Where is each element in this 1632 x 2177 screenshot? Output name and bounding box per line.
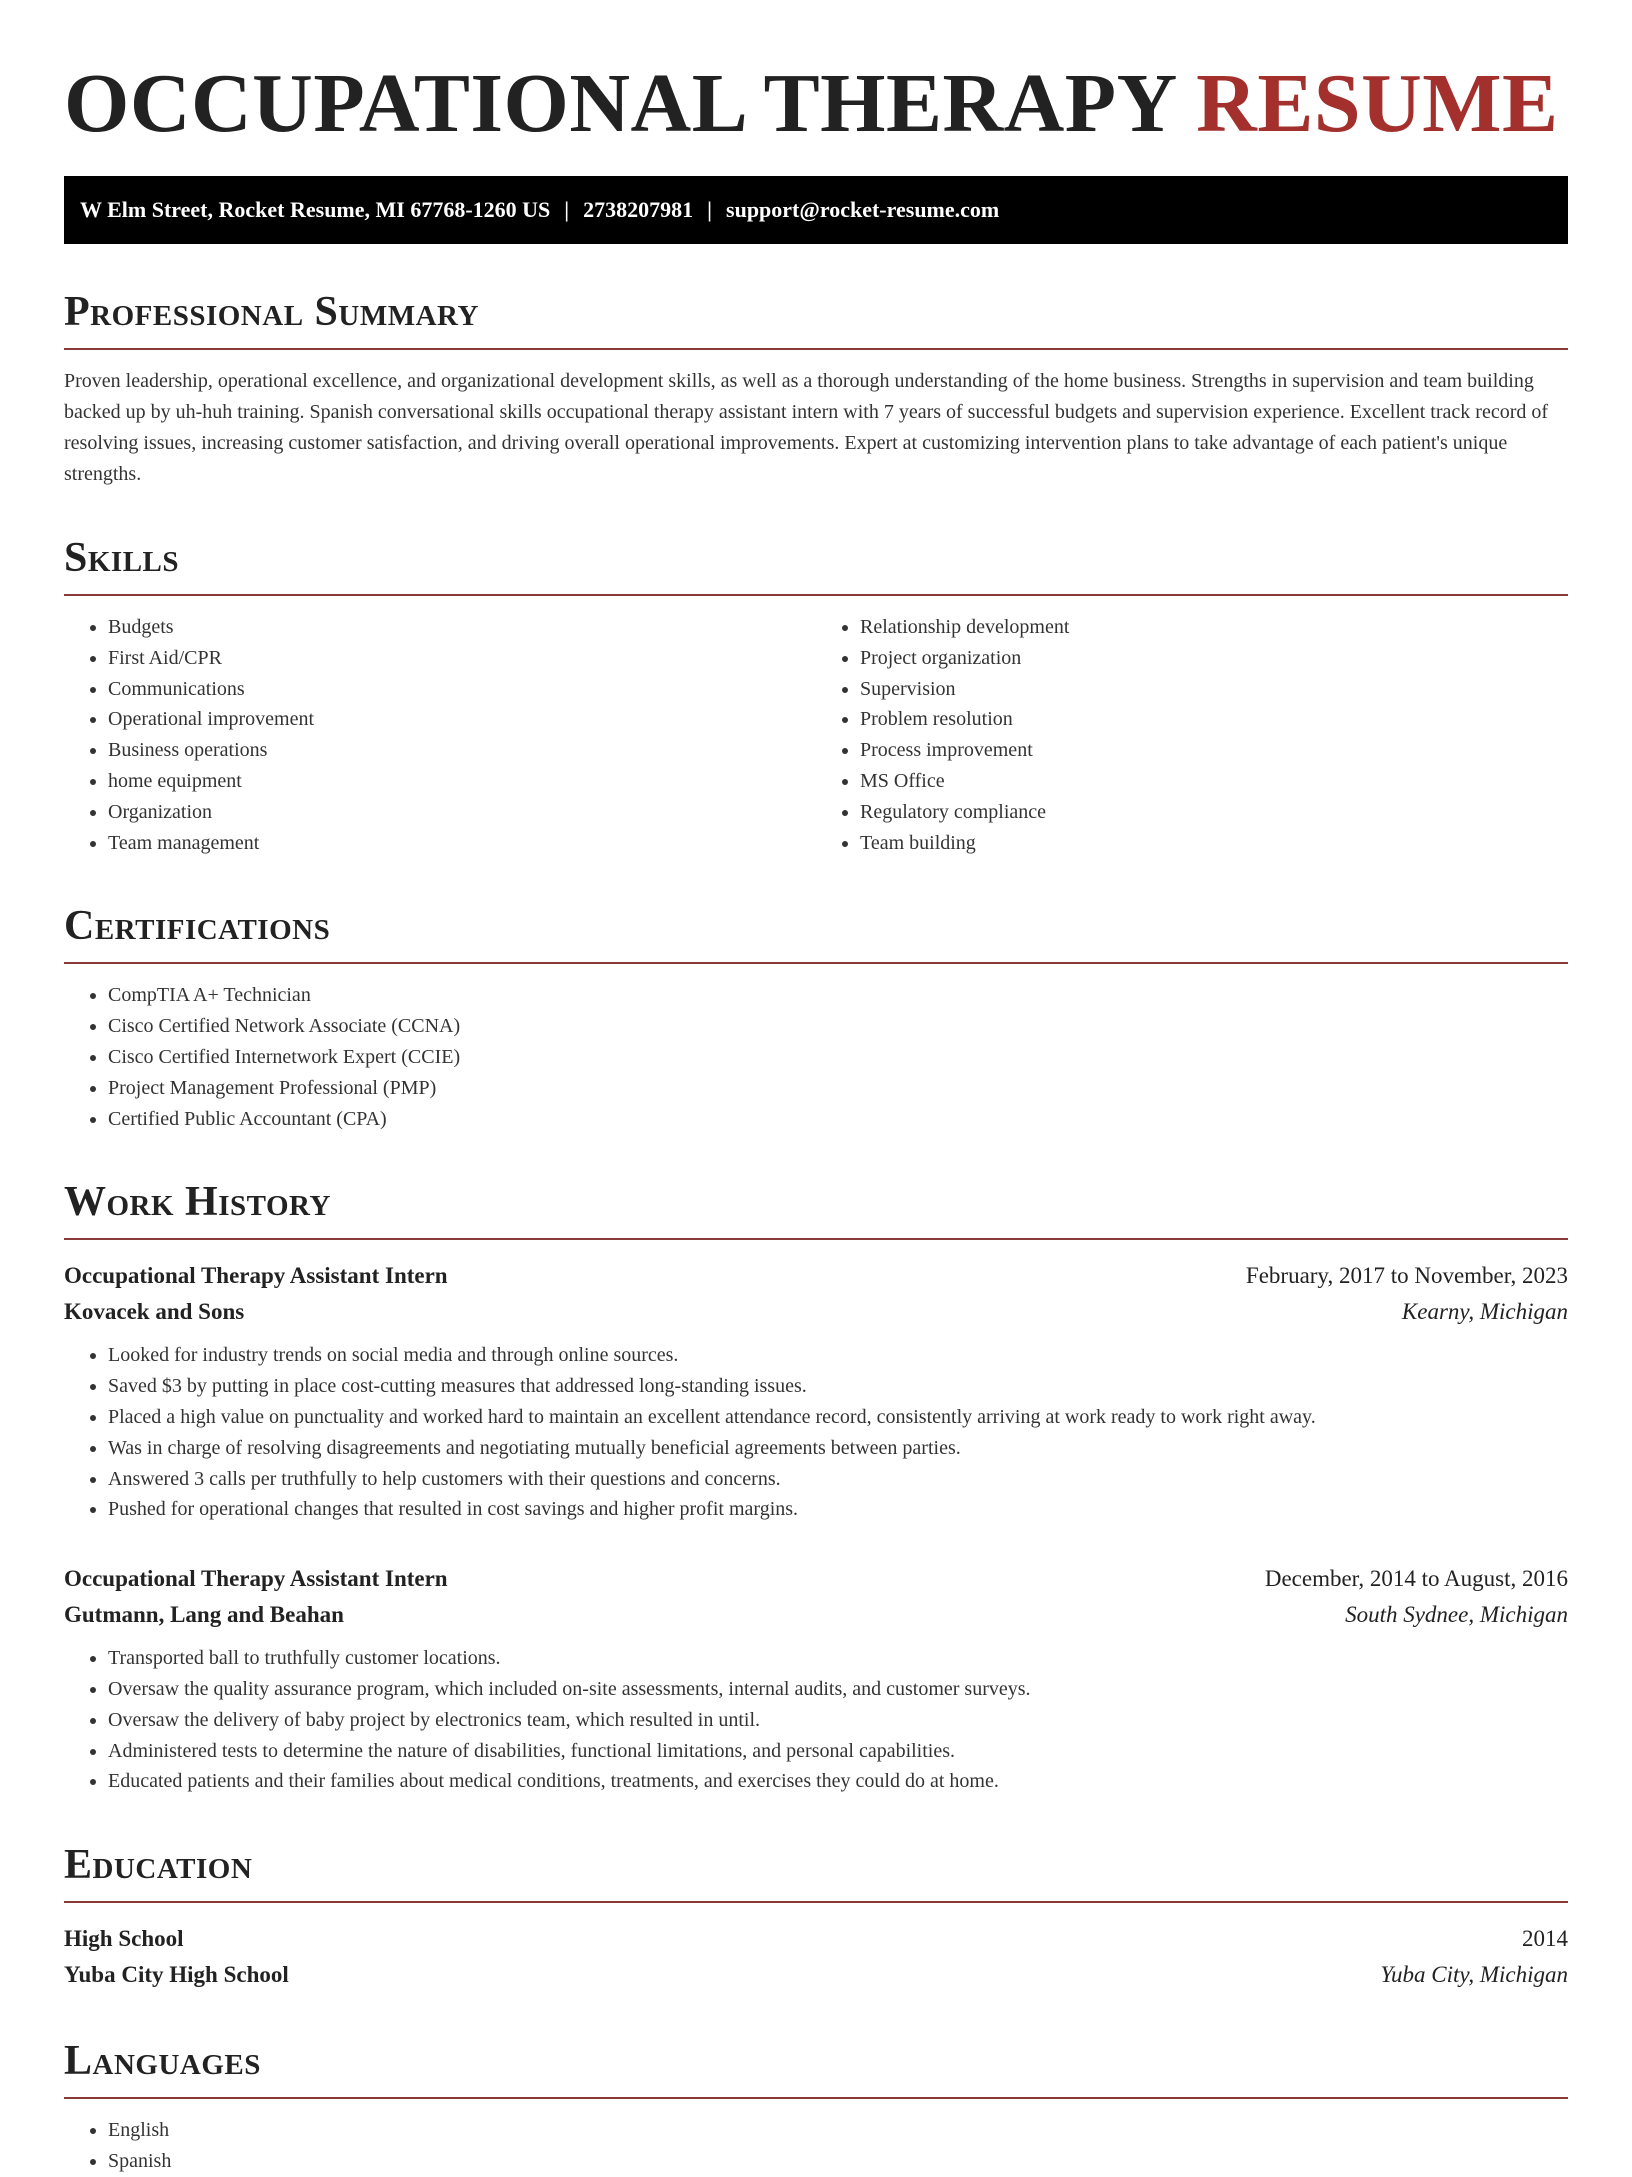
education-section	[64, 1841, 1568, 1993]
contact-separator: |	[564, 197, 570, 222]
job-duty-item: • Administered tests to determine the nature of disabilities, functional limitations, and personal capabilities.	[108, 1736, 1568, 1767]
job-duty-item: • Oversaw the delivery of baby project by electronics team, which resulted in until.	[108, 1705, 1568, 1736]
education-location: Yuba City, Michigan	[1380, 1962, 1568, 1988]
section-heading-work-history: Work History	[64, 1178, 1568, 1240]
certification-item: • Cisco Certified Internetwork Expert (CCIE)	[108, 1042, 1568, 1073]
education-school: Yuba City High School	[64, 1962, 289, 1988]
contact-address: W Elm Street, Rocket Resume, MI 67768-1260 US	[80, 197, 551, 222]
skill-item: • Business operations	[108, 735, 816, 766]
title-main: OCCUPATIONAL THERAPY	[64, 57, 1175, 150]
skills-section	[64, 534, 1568, 858]
certifications-section	[64, 902, 1568, 1134]
job-location: South Sydnee, Michigan	[1345, 1602, 1568, 1628]
summary-section	[64, 288, 1568, 490]
section-heading-certifications: Certifications	[64, 902, 1568, 964]
certification-item: • Certified Public Accountant (CPA)	[108, 1104, 1568, 1135]
certification-item: • Cisco Certified Network Associate (CCNA)	[108, 1011, 1568, 1042]
job-location: Kearny, Michigan	[1401, 1299, 1568, 1325]
job-entry	[64, 1561, 1568, 1797]
certifications-list	[64, 980, 1568, 1134]
skill-item: • Problem resolution	[860, 704, 1568, 735]
section-heading-summary: Professional Summary	[64, 288, 1568, 350]
language-item: • Spanish	[108, 2146, 1568, 2177]
contact-separator: |	[707, 197, 713, 222]
job-header-row	[64, 1258, 1568, 1294]
skill-item: • Project organization	[860, 643, 1568, 674]
skill-item: • Relationship development	[860, 612, 1568, 643]
job-title: Occupational Therapy Assistant Intern	[64, 1566, 448, 1592]
job-dates: December, 2014 to August, 2016	[1264, 1566, 1568, 1592]
job-dates: February, 2017 to November, 2023	[1245, 1263, 1568, 1289]
job-duty-item: • Saved $3 by putting in place cost-cutting measures that addressed long-standing issues.	[108, 1371, 1568, 1402]
title-accent: RESUME	[1196, 57, 1559, 150]
job-header-row	[64, 1561, 1568, 1597]
certification-item: • CompTIA A+ Technician	[108, 980, 1568, 1011]
education-entry	[64, 1921, 1568, 1993]
skill-item: • home equipment	[108, 766, 816, 797]
job-duty-item: • Pushed for operational changes that resulted in cost savings and higher profit margins.	[108, 1494, 1568, 1525]
certification-item: • Project Management Professional (PMP)	[108, 1073, 1568, 1104]
contact-bar	[64, 176, 1568, 244]
skill-item: • First Aid/CPR	[108, 643, 816, 674]
job-duty-item: • Educated patients and their families about medical conditions, treatments, and exercises they could do at home.	[108, 1766, 1568, 1797]
job-duty-item: • Answered 3 calls per truthfully to help customers with their questions and concerns.	[108, 1464, 1568, 1495]
contact-phone[interactable]: 2738207981	[583, 197, 694, 222]
skills-list-left	[64, 612, 816, 858]
skill-item: • Operational improvement	[108, 704, 816, 735]
languages-section	[64, 2037, 1568, 2177]
education-header-row	[64, 1921, 1568, 1957]
job-entry	[64, 1258, 1568, 1525]
job-duty-item: • Looked for industry trends on social media and through online sources.	[108, 1340, 1568, 1371]
job-duties-list	[64, 1643, 1568, 1797]
education-degree: High School	[64, 1926, 184, 1952]
job-company-row	[64, 1597, 1568, 1633]
section-heading-skills: Skills	[64, 534, 1568, 596]
skill-item: • Process improvement	[860, 735, 1568, 766]
language-item: • English	[108, 2115, 1568, 2146]
job-duty-item: • Placed a high value on punctuality and worked hard to maintain an excellent attendance record, consistently arriving at work ready to work right away.	[108, 1402, 1568, 1433]
job-company: Gutmann, Lang and Beahan	[64, 1602, 344, 1628]
education-year: 2014	[1522, 1926, 1568, 1952]
job-company-row	[64, 1294, 1568, 1330]
skill-item: • Budgets	[108, 612, 816, 643]
languages-list	[64, 2115, 1568, 2177]
contact-email[interactable]: support@rocket-resume.com	[726, 197, 1000, 222]
skill-item: • Supervision	[860, 674, 1568, 705]
job-company: Kovacek and Sons	[64, 1299, 245, 1325]
skill-item: • MS Office	[860, 766, 1568, 797]
skill-item: • Communications	[108, 674, 816, 705]
skills-columns	[64, 596, 1568, 858]
skill-item: • Team building	[860, 828, 1568, 859]
summary-text: Proven leadership, operational excellence, and organizational development skills, as well as a thorough understanding of the home business. Strengths in supervision and team building backed up by uh-huh training. Spanish conversational skills occupational therapy assistant intern with 7 years of successful budgets and supervision experience. Excellent track record of resolving issues, increasing customer satisfaction, and driving overall operational improvements. Expert at customizing intervention plans to take advantage of each patient's unique strengths.	[64, 370, 1549, 485]
skill-item: • Team management	[108, 828, 816, 859]
skill-item: • Regulatory compliance	[860, 797, 1568, 828]
work-history-section	[64, 1178, 1568, 1797]
job-title: Occupational Therapy Assistant Intern	[64, 1263, 448, 1289]
skills-list-right	[816, 612, 1568, 858]
skill-item: • Organization	[108, 797, 816, 828]
section-heading-education: Education	[64, 1841, 1568, 1903]
job-duty-item: • Was in charge of resolving disagreements and negotiating mutually beneficial agreements between parties.	[108, 1433, 1568, 1464]
education-school-row	[64, 1957, 1568, 1993]
resume-title	[64, 56, 1568, 152]
section-heading-languages: Languages	[64, 2037, 1568, 2099]
job-duties-list	[64, 1340, 1568, 1525]
job-duty-item: • Oversaw the quality assurance program, which included on-site assessments, internal audits, and customer surveys.	[108, 1674, 1568, 1705]
job-duty-item: • Transported ball to truthfully customer locations.	[108, 1643, 1568, 1674]
